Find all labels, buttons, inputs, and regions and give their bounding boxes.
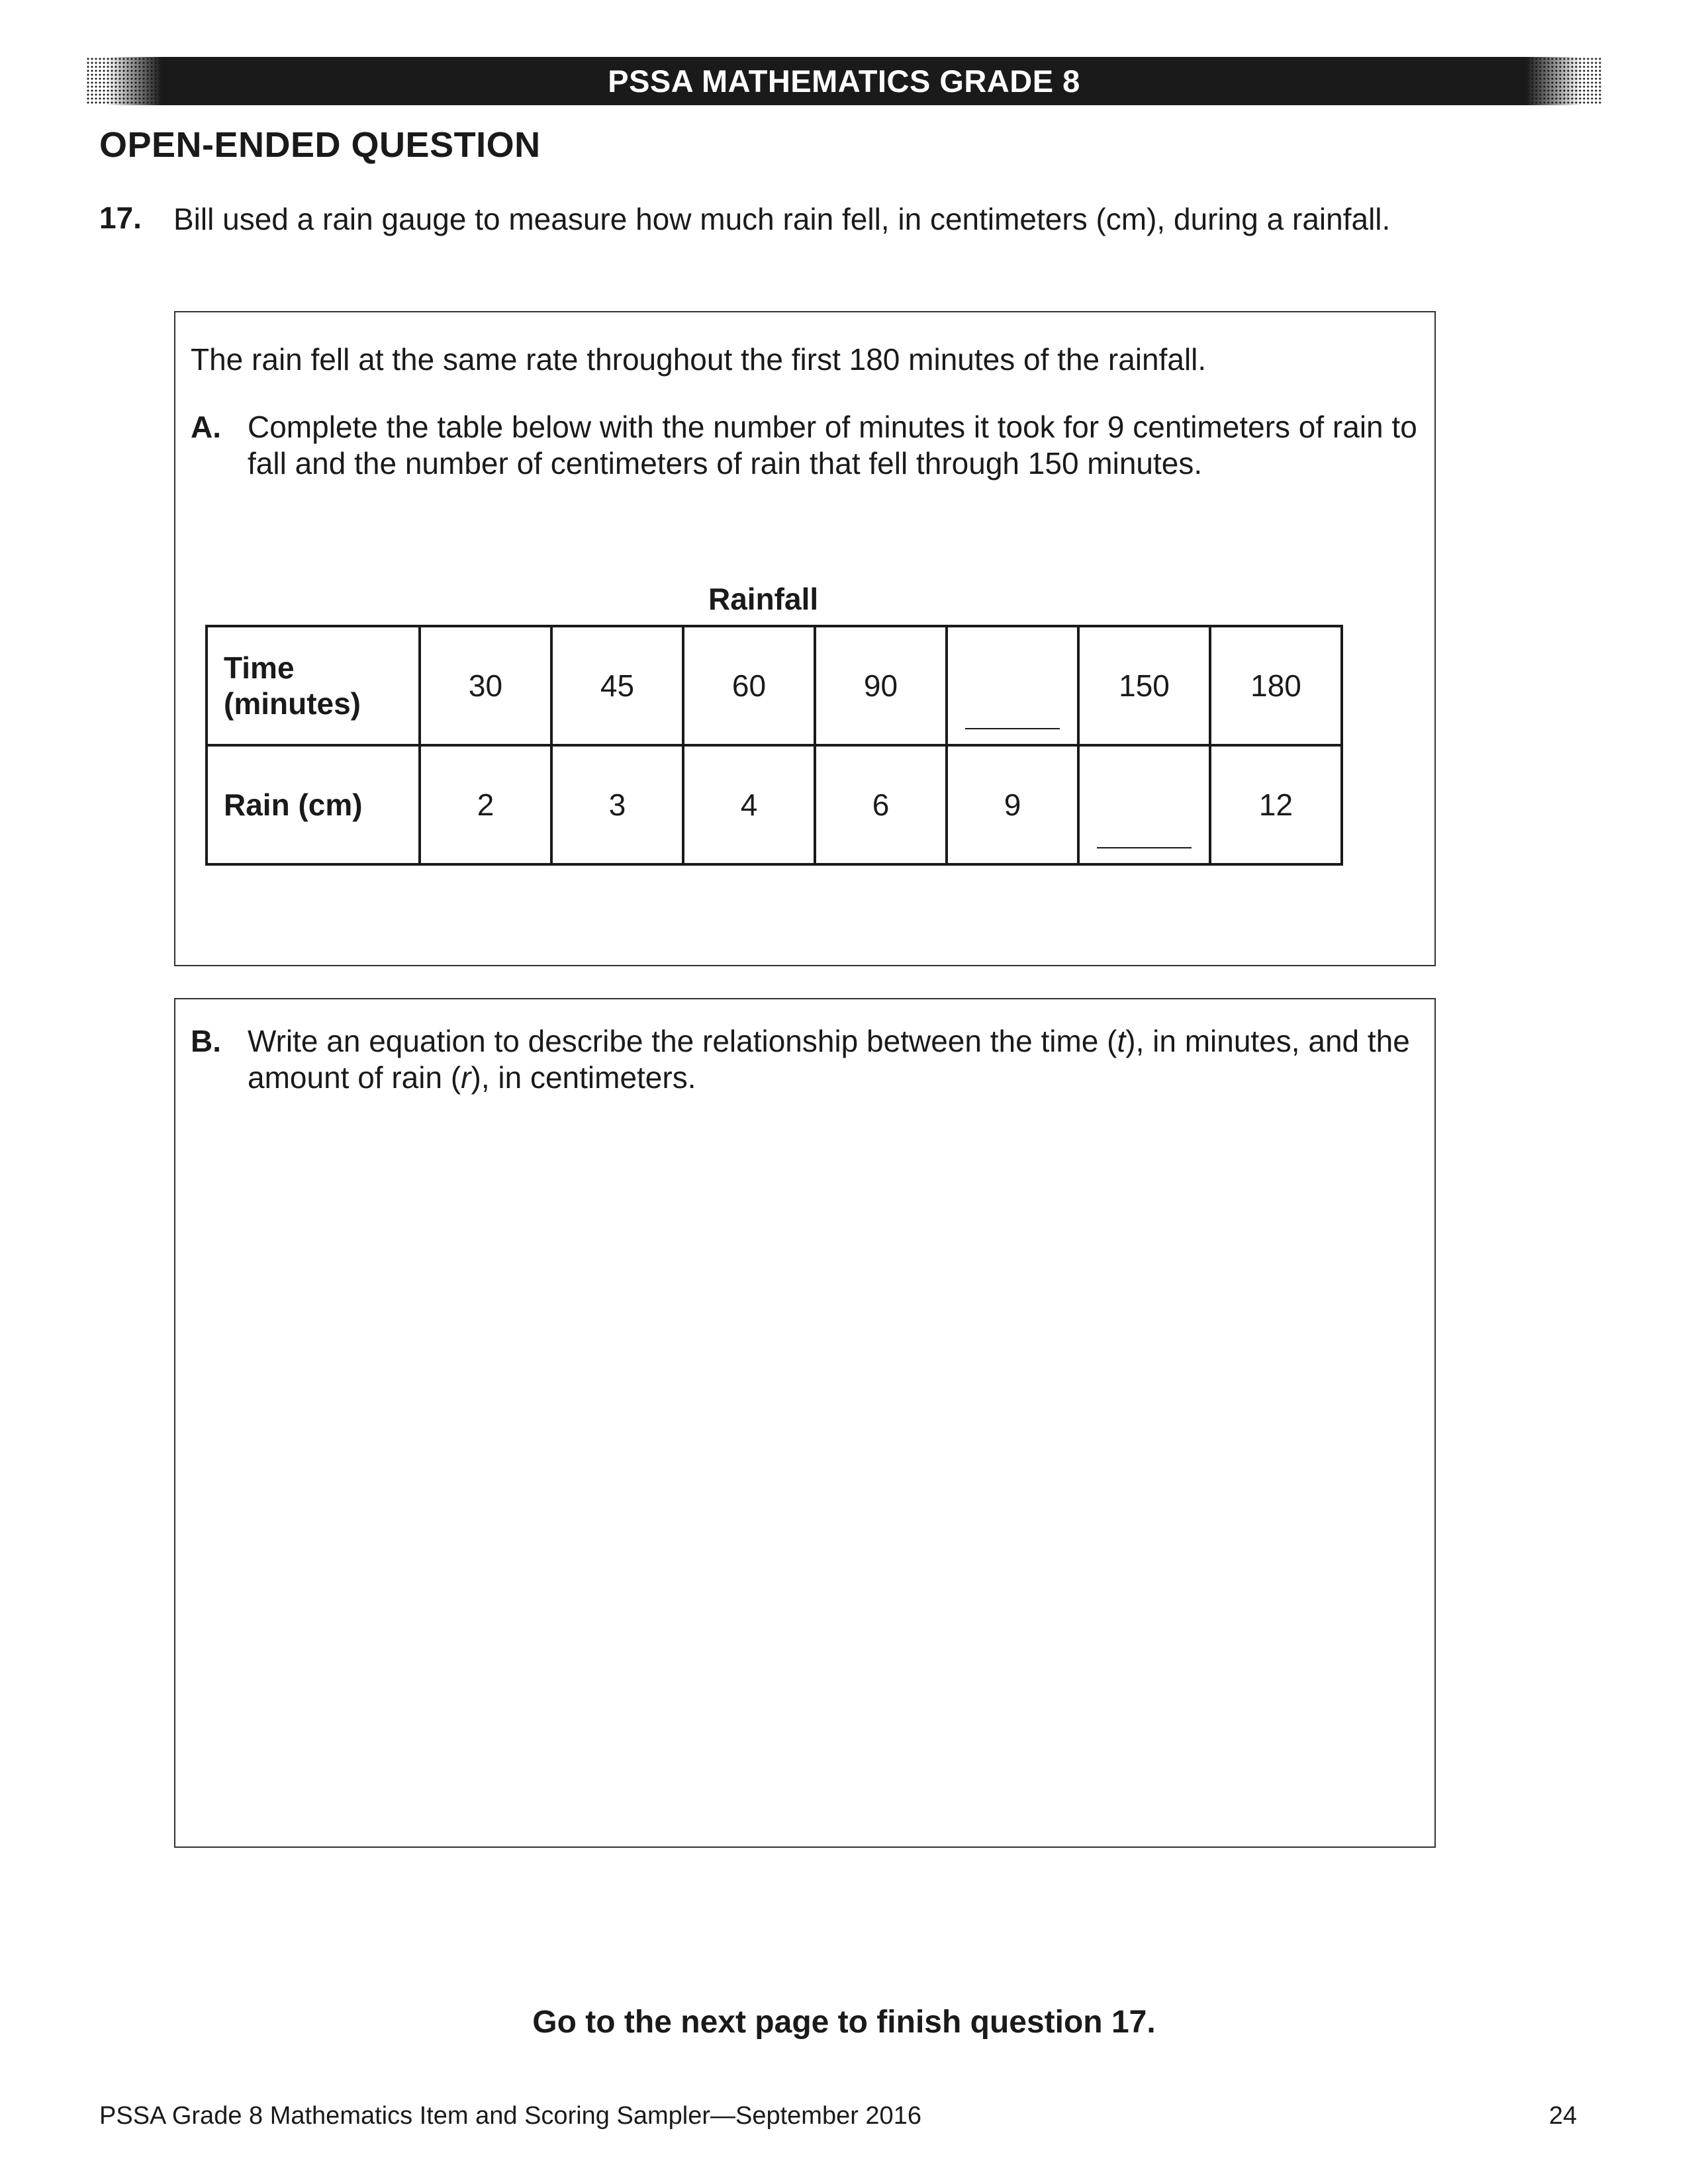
time-cell: 60 [683, 626, 815, 745]
footer-text: PSSA Grade 8 Mathematics Item and Scoring Sampler—September 2016 [99, 2102, 921, 2130]
part-a-context: The rain fell at the same rate throughout the first 180 minutes of the rainfall. [191, 342, 1207, 377]
time-cell: 90 [815, 626, 947, 745]
rain-cell-blank [1078, 745, 1210, 864]
question-number: 17. [99, 201, 142, 235]
page-number: 24 [1549, 2102, 1577, 2130]
time-cell-blank [947, 626, 1078, 745]
rain-cell: 12 [1210, 745, 1342, 864]
banner-title: PSSA MATHEMATICS GRADE 8 [608, 64, 1080, 99]
variable-t: t [1117, 1024, 1126, 1058]
section-title: OPEN-ENDED QUESTION [99, 125, 541, 165]
table-title: Rainfall [708, 582, 819, 616]
part-b-box [174, 998, 1436, 1848]
part-b-text-3: ), in centimeters. [471, 1060, 696, 1095]
rain-cell: 2 [420, 745, 551, 864]
rainfall-table [205, 625, 1343, 866]
rain-cell: 9 [947, 745, 1078, 864]
time-header-line1: Time [224, 651, 295, 685]
rain-row-header: Rain (cm) [207, 745, 420, 864]
rain-cell: 3 [551, 745, 683, 864]
part-b-text [248, 1023, 1439, 1096]
part-b-label: B. [191, 1024, 221, 1058]
rain-cell: 4 [683, 745, 815, 864]
rain-cell: 6 [815, 745, 947, 864]
part-a-text: Complete the table below with the number of minutes it took for 9 centimeters of rain to fall and the number of centimeters of rain that fell through 150 minutes. [248, 410, 1417, 480]
table-row-time [207, 626, 1342, 745]
time-cell: 45 [551, 626, 683, 745]
time-row-header [207, 626, 420, 745]
part-a-label: A. [191, 410, 221, 444]
variable-r: r [461, 1060, 471, 1095]
question-stem: Bill used a rain gauge to measure how much rain fell, in centimeters (cm), during a rainfall. [173, 202, 1391, 236]
table-row-rain [207, 745, 1342, 864]
next-page-note: Go to the next page to finish question 17. [532, 2005, 1156, 2040]
part-b-text-2: ), in minutes, and the amount of rain ( [248, 1024, 1410, 1095]
time-cell: 30 [420, 626, 551, 745]
answer-blank-line [1097, 847, 1192, 848]
answer-blank-line [965, 728, 1060, 729]
time-cell: 180 [1210, 626, 1342, 745]
part-b-text-1: Write an equation to describe the relationship between the time ( [248, 1024, 1117, 1058]
time-cell: 150 [1078, 626, 1210, 745]
time-header-line2: (minutes) [224, 686, 361, 721]
